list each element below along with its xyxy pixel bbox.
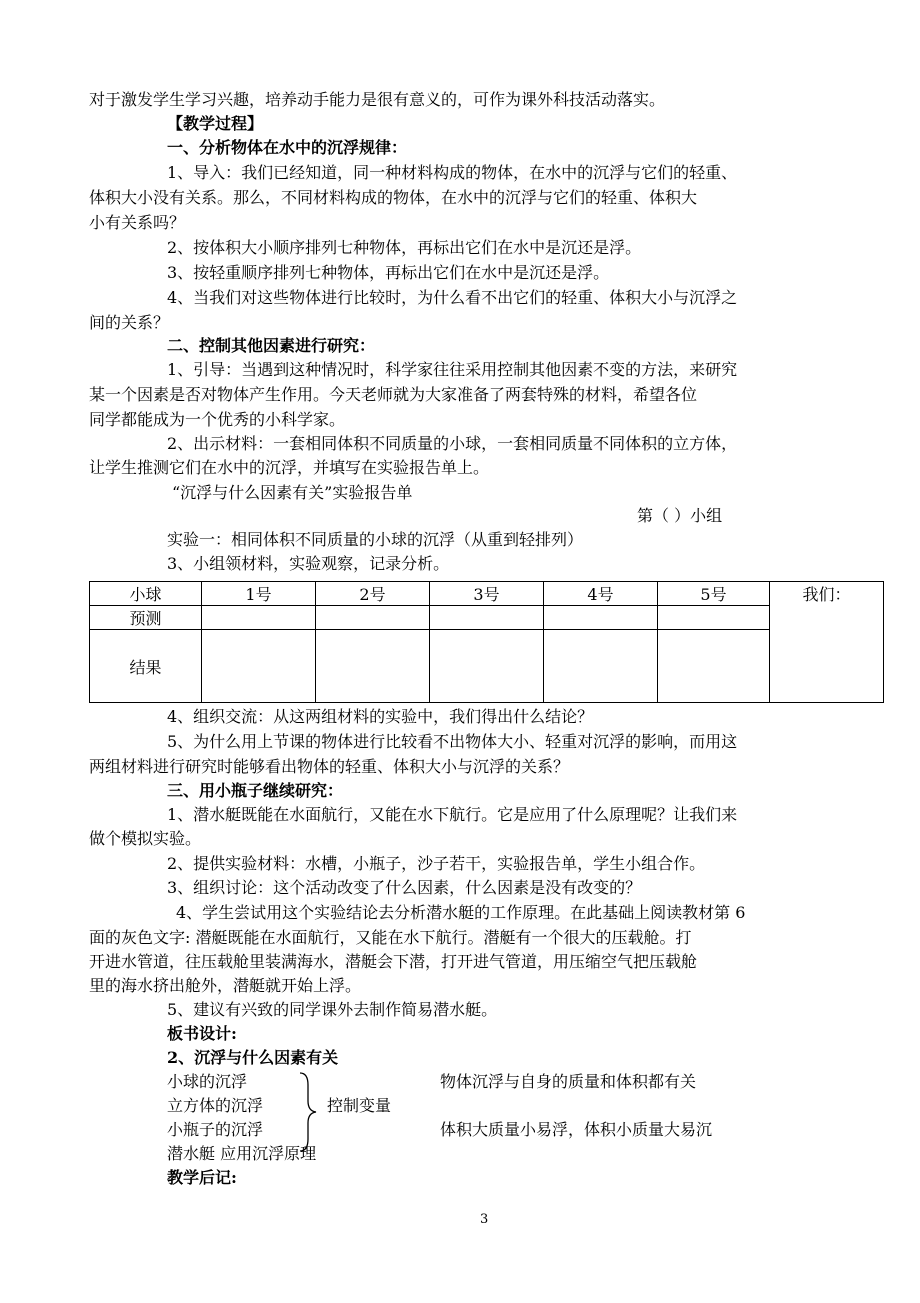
board-item: 小瓶子的沉浮 (167, 1120, 264, 1139)
paragraph-line: 3、按轻重顺序排列七种物体，再标出它们在水中是沉还是浮。 (167, 263, 610, 282)
table-row (90, 630, 884, 703)
paragraph-line: 4、学生尝试用这个实验结论去分析潜水艇的工作原理。在此基础上阅读教材第 6 (176, 903, 746, 922)
table-header-cell: 1号 (202, 582, 316, 606)
paragraph-line: 3、组织讨论：这个活动改变了什么因素，什么因素是没有改变的？ (167, 878, 642, 897)
board-label: 控制变量 (327, 1096, 392, 1115)
paragraph-line: 4、组织交流：从这两组材料的实验中，我们得出什么结论？ (167, 707, 594, 726)
table-header-cell: 小球 (90, 582, 202, 606)
paragraph-line: 两组材料进行研究时能够看出物体的轻重、体积大小与沉浮的关系？ (89, 757, 570, 776)
paragraph-line: 4、当我们对这些物体进行比较时，为什么看不出它们的轻重、体积大小与沉浮之 (167, 288, 738, 307)
table-cell (202, 630, 316, 703)
table-cell (658, 630, 770, 703)
paragraph-line: 2、出示材料：一套相同体积不同质量的小球，一套相同质量不同体积的立方体， (167, 434, 738, 453)
table-cell (430, 630, 544, 703)
section-heading: 【教学过程】 (167, 114, 264, 133)
report-table (89, 581, 884, 703)
paragraph-line: 面的灰色文字: 潜艇既能在水面航行，又能在水下航行。潜艇有一个很大的压载舱。打 (89, 928, 692, 947)
paragraph-line: 开进水管道，往压载舱里装满海水，潜艇会下潜，打开进气管道，用压缩空气把压载舱 (89, 952, 698, 971)
paragraph-line: 5、为什么用上节课的物体进行比较看不出物体大小、轻重对沉浮的影响，而用这 (167, 732, 738, 751)
paragraph-line: 1、引导：当遇到这种情况时，科学家往往采用控制其他因素不变的方法，来研究 (167, 360, 738, 379)
board-conclusion: 物体沉浮与自身的质量和体积都有关 (440, 1072, 697, 1091)
table-cell (544, 630, 658, 703)
paragraph-line: 3、小组领材料，实验观察，记录分析。 (167, 554, 450, 573)
section-heading: 二、控制其他因素进行研究： (167, 336, 376, 355)
paragraph-line: 做个模拟实验。 (89, 829, 202, 848)
table-row-label: 预测 (90, 606, 202, 630)
table-cell (430, 606, 544, 630)
paragraph-line: 某一个因素是否对物体产生作用。今天老师就为大家准备了两套特殊的材料，希望各位 (89, 385, 698, 404)
table-row (90, 606, 884, 630)
board-item: 小球的沉浮 (167, 1072, 248, 1091)
table-row-label: 结果 (90, 630, 202, 703)
table-cell (658, 606, 770, 630)
board-item: 立方体的沉浮 (167, 1096, 264, 1115)
paragraph-line: 对于激发学生学习兴趣，培养动手能力是很有意义的，可作为课外科技活动落实。 (89, 90, 666, 109)
table-cell (316, 630, 430, 703)
after-notes-heading: 教学后记: (167, 1168, 237, 1187)
table-cell (202, 606, 316, 630)
board-heading: 板书设计: (167, 1024, 237, 1043)
section-heading: 三、用小瓶子继续研究： (167, 781, 344, 800)
table-header-cell: 4号 (544, 582, 658, 606)
paragraph-line: 里的海水挤出舱外，潜艇就开始上浮。 (89, 976, 362, 995)
paragraph-line: 让学生推测它们在水中的沉浮，并填写在实验报告单上。 (89, 458, 490, 477)
board-subtitle: 2、沉浮与什么因素有关 (167, 1048, 339, 1067)
table-header-cell: 5号 (658, 582, 770, 606)
table-cell (316, 606, 430, 630)
paragraph-line: 同学都能成为一个优秀的小科学家。 (89, 410, 346, 429)
section-heading: 一、分析物体在水中的沉浮规律： (167, 138, 408, 157)
table-conclusion-cell: 我们： (770, 582, 884, 703)
paragraph-line: 5、建议有兴致的同学课外去制作简易潜水艇。 (167, 1000, 498, 1019)
paragraph-line: 2、按体积大小顺序排列七种物体，再标出它们在水中是沉还是浮。 (167, 238, 642, 257)
board-item: 潜水艇 应用沉浮原理 (167, 1144, 317, 1163)
paragraph-line: 体积大小没有关系。那么，不同材料构成的物体，在水中的沉浮与它们的轻重、体积大 (89, 188, 698, 207)
paragraph-line: 1、潜水艇既能在水面航行，又能在水下航行。它是应用了什么原理呢？让我们来 (167, 805, 738, 824)
board-conclusion: 体积大质量小易浮，体积小质量大易沉 (440, 1120, 713, 1139)
paragraph-line: 2、提供实验材料：水槽，小瓶子，沙子若干，实验报告单，学生小组合作。 (167, 854, 706, 873)
table-header-cell: 3号 (430, 582, 544, 606)
group-label: 第（ ）小组 (637, 506, 723, 525)
paragraph-line: 间的关系？ (89, 313, 170, 332)
paragraph-line: 小有关系吗？ (89, 213, 186, 232)
paragraph-line: 1、导入：我们已经知道，同一种材料构成的物体，在水中的沉浮与它们的轻重、 (167, 163, 738, 182)
table-row (90, 582, 884, 606)
experiment-title: 实验一：相同体积不同质量的小球的沉浮（从重到轻排列） (167, 530, 584, 549)
table-header-cell: 2号 (316, 582, 430, 606)
table-cell (544, 606, 658, 630)
page-number: 3 (480, 1212, 489, 1227)
report-title: “沉浮与什么因素有关”实验报告单 (172, 483, 413, 502)
brace-icon (296, 1069, 322, 1155)
